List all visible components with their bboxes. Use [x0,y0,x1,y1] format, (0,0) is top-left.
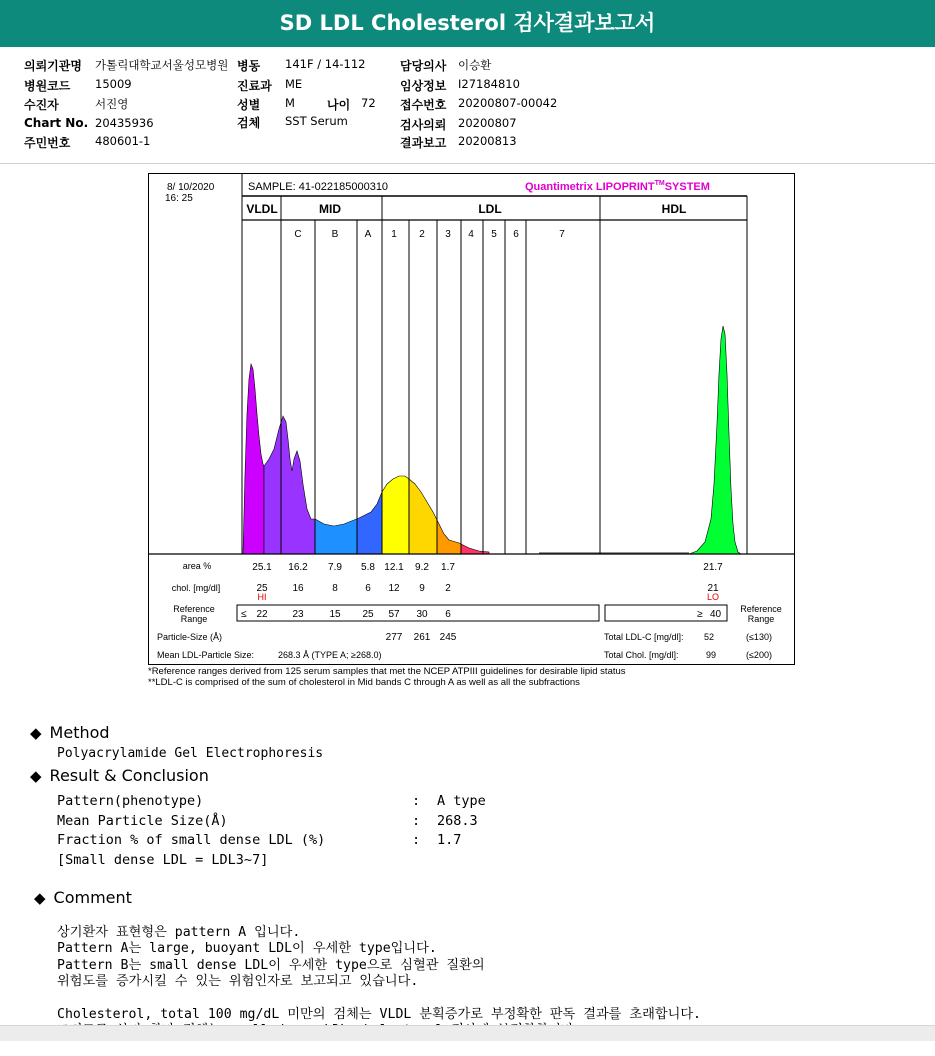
peak-hdl [689,326,741,554]
particle-size-value-1: 261 [413,632,431,643]
band-3: 3 [445,229,451,240]
peak-ldl-3 [437,520,461,554]
run-date: 8/ 10/2020 [167,182,215,193]
band-b: B [331,229,339,240]
area-value-4: 12.1 [384,562,404,573]
area-value-1: 16.2 [288,562,308,573]
particle-size-value-0: 277 [385,632,403,643]
comment-line: 위험도를 증가시킬 수 있는 위험인자로 보고되고 있습니다. [57,974,419,989]
electrophoresis-chart [149,174,794,664]
result-value-fraction: 1.7 [437,832,462,848]
ref-le-symbol: ≤ [241,609,247,620]
patient-info [0,55,935,160]
comment-line [57,991,701,1007]
comment-line: Pattern B는 small dense LDL이 우세한 type으로 심혈관 질환의 [57,957,485,973]
peak-ldl-4 [461,544,489,554]
dept-label: 진료과 [237,79,272,93]
band-c: C [294,229,302,240]
request-label: 검사의뢰 [400,118,447,132]
sex-value: M [285,96,295,110]
ref-label-2: Range [180,614,208,624]
area-value-6: 1.7 [441,562,455,573]
band-dividers [242,196,747,554]
code-value: 15009 [95,77,132,91]
region-vldl: VLDL [246,202,278,216]
area-label: area % [182,561,212,571]
brand-label: Quantimetrix LIPOPRINT™SYSTEM [525,180,710,193]
ref-value-2: 15 [329,609,341,620]
specimen-value: SST Serum [285,114,348,128]
method-text: Polyacrylamide Gel Electrophoresis [57,746,324,761]
mean-size-label: Mean LDL-Particle Size: [157,650,255,660]
area-value-7: 21.7 [703,562,723,573]
id-label: 주민번호 [24,136,71,150]
ref-value-5: 30 [416,609,428,620]
region-ldl: LDL [478,202,502,216]
ref-ge-symbol: ≥ [697,609,703,620]
sex-label: 성별 [237,98,261,112]
result-label-fraction: Fraction % of small dense LDL (%) [57,832,326,848]
comment-line: 상기환자 표현형은 pattern A 입니다. [57,924,301,940]
result-note: [Small dense LDL = LDL3~7] [57,852,269,868]
sample-id: SAMPLE: 41-022185000310 [248,181,389,193]
footnote-ldl: **LDL-C is comprised of the sum of cholesterol in Mid bands C through A as well as all the subfractions [148,677,580,688]
chol-value-2: 8 [332,583,338,594]
area-values [252,562,723,573]
total-ldl-label: Total LDL-C [mg/dl]: [604,632,684,642]
section-divider [0,163,935,164]
id-value: 480601-1 [95,134,151,148]
doctor-label: 담당의사 [400,59,447,73]
hi-flag: HI [257,592,267,602]
result-colon: : [412,813,421,829]
chol-value-0: 25 [256,583,268,594]
age-value: 72 [361,96,376,110]
ref-box-hdl [605,605,727,621]
band-7: 7 [559,229,565,240]
total-chol-label: Total Chol. [mg/dl]: [604,650,679,660]
institution-value: 가톨릭대학교서울성모병원 [95,58,229,72]
total-chol-ref: (≤200) [746,650,772,660]
peak-vldl [243,364,264,554]
area-value-2: 7.9 [328,562,342,573]
band-a: A [364,229,372,240]
specimen-label: 검체 [237,116,261,130]
particle-size-label: Particle-Size (Å) [157,632,223,642]
area-value-3: 5.8 [361,562,375,573]
clinical-label: 임상정보 [400,79,447,93]
request-value: 20200807 [458,116,517,130]
ref-value-1: 23 [292,609,304,620]
chol-values [256,583,719,594]
band-1: 1 [391,229,397,240]
patient-label: 수진자 [24,98,59,112]
patient-value: 서진영 [95,97,129,111]
ref-value-3: 25 [362,609,374,620]
peak-mid-a [357,492,382,554]
institution-label: 의뢰기관명 [24,59,82,73]
chart-no-value: 20435936 [95,116,154,130]
total-chol-value: 99 [706,650,717,660]
area-value-0: 25.1 [252,562,272,573]
chol-value-5: 9 [419,583,425,594]
run-time: 16: 25 [165,193,193,204]
result-value-size: 268.3 [437,813,478,829]
total-ldl-value: 52 [704,632,715,642]
ref-hdl-value: 40 [710,609,722,620]
method-heading: ◆ Method [30,723,110,742]
comment-line: Cholesterol, total 100 mg/dL 미만의 검체는 VLDL 분획증가로 부정확한 판독 결과를 초래합니다. [57,1006,701,1022]
chart-no-label: Chart No. [24,116,89,130]
result-label-pattern: Pattern(phenotype) [57,793,204,809]
particle-size-values [386,632,457,643]
result-colon: : [412,832,421,848]
peak-ldl-1 [382,476,409,554]
chol-value-7: 21 [707,583,719,594]
report-title: SD LDL Cholesterol 검사결과보고서 [0,0,935,47]
ref-value-0: 22 [256,609,268,620]
bottom-scroll-area [0,1025,935,1041]
diamond-bullet-icon: ◆ [34,889,46,907]
receipt-value: 20200807-00042 [458,96,558,110]
report-date-value: 20200813 [458,134,517,148]
mean-size-value: 268.3 Å (TYPE A; ≥268.0) [278,650,382,660]
ref-label-1: Reference [173,604,215,614]
diamond-bullet-icon: ◆ [30,724,42,742]
ref-values [256,609,451,620]
age-label: 나이 [327,98,351,112]
chol-value-1: 16 [292,583,304,594]
lipoprint-report [148,173,795,665]
code-label: 병원코드 [24,79,71,93]
chol-value-4: 12 [388,583,400,594]
band-5: 5 [491,229,497,240]
band-4: 4 [468,229,474,240]
report-date-label: 결과보고 [400,136,447,150]
ref-value-4: 57 [388,609,400,620]
peak-ldl-2 [409,479,437,554]
ref-label-right-1: Reference [740,604,782,614]
ward-label: 병동 [237,59,261,73]
particle-size-value-2: 245 [439,632,457,643]
comment-heading: ◆ Comment [34,888,132,907]
total-ldl-ref: (≤130) [746,632,772,642]
band-6: 6 [513,229,519,240]
region-hdl: HDL [661,202,687,216]
area-value-5: 9.2 [415,562,429,573]
receipt-label: 접수번호 [400,98,447,112]
result-label-size: Mean Particle Size(Å) [57,813,228,829]
dept-value: ME [285,77,303,91]
chol-value-3: 6 [365,583,371,594]
chol-value-6: 2 [445,583,451,594]
footnote-reference: *Reference ranges derived from 125 serum samples that met the NCEP ATPIII guidelines for desirable lipid status [148,666,626,677]
peak-mid-b [315,519,357,554]
ref-label-right-2: Range [747,614,775,624]
chol-label: chol. [mg/dl] [171,583,221,593]
ref-value-6: 6 [445,609,451,620]
comment-line: Pattern A는 large, buoyant LDL이 우세한 type입니다. [57,941,437,956]
band-2: 2 [419,229,425,240]
peak-mid-c [264,416,315,554]
region-mid: MID [319,202,341,216]
result-colon: : [412,793,421,809]
lo-flag: LO [706,592,720,602]
result-heading: ◆ Result & Conclusion [30,766,209,785]
diamond-bullet-icon: ◆ [30,767,42,785]
doctor-value: 이승환 [458,58,492,72]
result-value-pattern: A type [437,793,486,809]
clinical-value: I27184810 [458,77,520,91]
ward-value: 141F / 14-112 [285,57,366,71]
